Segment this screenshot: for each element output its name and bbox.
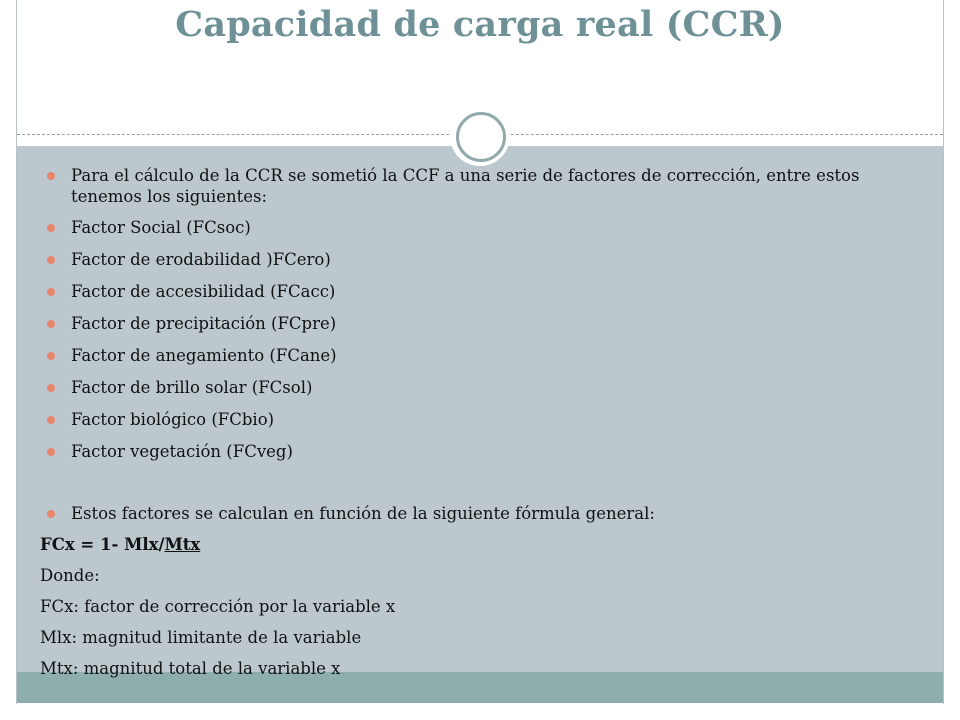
factor-text: Factor biológico (FCbio) bbox=[71, 410, 275, 429]
bullet-item-factor bbox=[40, 217, 920, 238]
bullet-dot-icon bbox=[47, 288, 55, 296]
factor-text: Factor de anegamiento (FCane) bbox=[71, 346, 337, 365]
bullet-item-factor bbox=[40, 281, 920, 302]
definition-line: Mlx: magnitud limitante de la variable bbox=[40, 628, 362, 647]
bullet-dot-icon bbox=[47, 224, 55, 232]
bullet-dot-icon bbox=[47, 352, 55, 360]
formula-denominator: Mtx bbox=[164, 535, 201, 554]
bullet-item-intro bbox=[40, 165, 920, 207]
bullet-item-factor bbox=[40, 249, 920, 270]
bullet-dot-icon bbox=[47, 384, 55, 392]
bullet-dot-icon bbox=[47, 256, 55, 264]
factor-text: Factor de precipitación (FCpre) bbox=[71, 314, 337, 333]
bullet-item-factor bbox=[40, 345, 920, 366]
factor-text: Factor de accesibilidad (FCacc) bbox=[71, 282, 336, 301]
formula bbox=[40, 534, 920, 555]
factor-text: Factor de brillo solar (FCsol) bbox=[71, 378, 313, 397]
formula-intro-text: Estos factores se calculan en función de la siguiente fórmula general: bbox=[71, 504, 655, 523]
bullet-item-factor bbox=[40, 409, 920, 430]
bullet-dot-icon bbox=[47, 448, 55, 456]
divider-circle-ornament bbox=[456, 112, 506, 162]
formula-prefix: FCx = 1- Mlx/ bbox=[40, 535, 165, 554]
bullet-item-factor bbox=[40, 441, 920, 462]
frame-right-border bbox=[943, 0, 944, 704]
donde-label: Donde: bbox=[40, 566, 100, 585]
bullet-dot-icon bbox=[47, 320, 55, 328]
definition-line: Mtx: magnitud total de la variable x bbox=[40, 659, 341, 678]
factor-text: Factor Social (FCsoc) bbox=[71, 218, 251, 237]
bullet-dot-icon bbox=[47, 416, 55, 424]
bullet-item-formula-intro bbox=[40, 503, 920, 524]
intro-text: Para el cálculo de la CCR se sometió la CCF a una serie de factores de corrección, entre estos tenemos los siguientes: bbox=[71, 166, 860, 206]
slide-title: Capacidad de carga real (CCR) bbox=[175, 4, 785, 45]
bullet-item-factor bbox=[40, 377, 920, 398]
definition-line: FCx: factor de corrección por la variable x bbox=[40, 597, 396, 616]
factor-text: Factor de erodabilidad )FCero) bbox=[71, 250, 331, 269]
bullet-dot-icon bbox=[47, 172, 55, 180]
bullet-dot-icon bbox=[47, 510, 55, 518]
bullet-item-factor bbox=[40, 313, 920, 334]
slide-body bbox=[40, 165, 920, 679]
factor-text: Factor vegetación (FCveg) bbox=[71, 442, 293, 461]
